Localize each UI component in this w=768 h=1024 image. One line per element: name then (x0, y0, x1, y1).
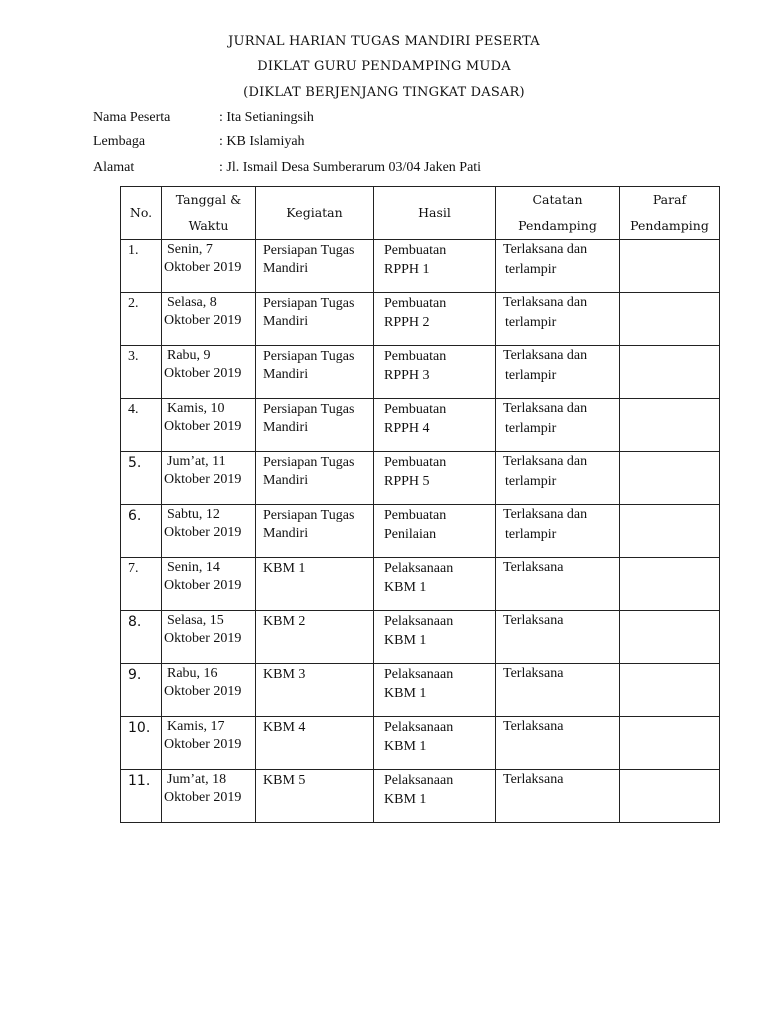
cell-catatan-line1: Terlaksana (503, 560, 564, 575)
cell-kegiatan-line2: Mandiri (263, 420, 309, 435)
cell-hasil (374, 346, 496, 399)
cell-kegiatan-line2: Mandiri (263, 367, 309, 382)
cell-no: 11. (121, 770, 162, 823)
cell-kegiatan (256, 452, 374, 505)
cell-tanggal-day: Kamis, 10 (167, 401, 225, 416)
cell-tanggal (162, 399, 256, 452)
header-catatan-line1: Catatan (532, 192, 583, 207)
cell-hasil-line1: Pembuatan (384, 349, 447, 364)
table-row (121, 611, 720, 664)
cell-kegiatan-line1: Persiapan Tugas (263, 349, 355, 364)
cell-tanggal-month: Oktober 2019 (164, 578, 242, 593)
table-body (121, 240, 720, 823)
cell-kegiatan-line1: KBM 4 (263, 720, 306, 735)
cell-kegiatan-line1: KBM 3 (263, 667, 306, 682)
cell-catatan-line1: Terlaksana (503, 613, 564, 628)
cell-paraf[interactable] (620, 664, 720, 717)
cell-catatan-line1: Terlaksana dan (503, 295, 588, 310)
cell-no: 8. (121, 611, 162, 664)
document-title-line-2: DIKLAT GURU PENDAMPING MUDA (257, 59, 511, 74)
table-row (121, 452, 720, 505)
cell-kegiatan (256, 717, 374, 770)
header-tanggal (162, 187, 256, 240)
cell-hasil-line1: Pelaksanaan (384, 667, 454, 682)
cell-no: 3. (121, 346, 162, 399)
cell-hasil-line2: KBM 1 (384, 686, 427, 701)
cell-kegiatan-line1: KBM 2 (263, 614, 306, 629)
cell-hasil-line1: Pelaksanaan (384, 720, 454, 735)
header-no: No. (121, 187, 162, 240)
header-kegiatan: Kegiatan (256, 187, 374, 240)
cell-catatan-line1: Terlaksana dan (503, 242, 588, 257)
cell-kegiatan (256, 558, 374, 611)
cell-kegiatan-line1: Persiapan Tugas (263, 402, 355, 417)
cell-kegiatan-line2: Mandiri (263, 473, 309, 488)
cell-hasil-line2: RPPH 5 (384, 474, 430, 489)
cell-kegiatan-line1: Persiapan Tugas (263, 508, 355, 523)
table-row (121, 558, 720, 611)
cell-tanggal (162, 717, 256, 770)
cell-hasil (374, 717, 496, 770)
cell-no: 7. (121, 558, 162, 611)
cell-catatan (496, 293, 620, 346)
cell-tanggal-day: Selasa, 15 (167, 613, 224, 628)
cell-tanggal-day: Senin, 14 (167, 560, 220, 575)
cell-kegiatan-line1: KBM 5 (263, 773, 306, 788)
cell-paraf[interactable] (620, 505, 720, 558)
cell-hasil-line2: Penilaian (384, 527, 437, 542)
cell-tanggal-day: Jum’at, 11 (167, 454, 226, 469)
cell-hasil-line1: Pembuatan (384, 455, 447, 470)
cell-tanggal (162, 293, 256, 346)
cell-tanggal (162, 611, 256, 664)
header-catatan (496, 187, 620, 240)
cell-catatan-line1: Terlaksana dan (503, 348, 588, 363)
cell-tanggal (162, 770, 256, 823)
cell-paraf[interactable] (620, 611, 720, 664)
cell-kegiatan (256, 240, 374, 293)
cell-tanggal-month: Oktober 2019 (164, 472, 242, 487)
cell-hasil-line1: Pelaksanaan (384, 561, 454, 576)
cell-catatan-line1: Terlaksana dan (503, 401, 588, 416)
header-paraf (620, 187, 720, 240)
cell-tanggal (162, 664, 256, 717)
cell-catatan (496, 452, 620, 505)
cell-catatan-line1: Terlaksana dan (503, 507, 588, 522)
table-header-row (121, 187, 720, 240)
cell-kegiatan (256, 399, 374, 452)
cell-paraf[interactable] (620, 399, 720, 452)
cell-tanggal-month: Oktober 2019 (164, 260, 242, 275)
journal-table (120, 186, 720, 823)
cell-no: 1. (121, 240, 162, 293)
document-title-line-3: (DIKLAT BERJENJANG TINGKAT DASAR) (243, 85, 525, 100)
cell-catatan-line2: terlampir (505, 368, 557, 383)
cell-paraf[interactable] (620, 770, 720, 823)
cell-hasil-line1: Pembuatan (384, 508, 447, 523)
cell-catatan-line2: terlampir (505, 474, 557, 489)
cell-kegiatan (256, 346, 374, 399)
cell-tanggal-month: Oktober 2019 (164, 631, 242, 646)
cell-tanggal-day: Sabtu, 12 (167, 507, 220, 522)
cell-tanggal-day: Selasa, 8 (167, 295, 217, 310)
header-tanggal-line1: Tanggal & (175, 192, 242, 207)
nama-label: Nama Peserta (93, 110, 171, 125)
cell-hasil-line2: RPPH 1 (384, 262, 430, 277)
info-lembaga (93, 134, 305, 150)
cell-catatan (496, 505, 620, 558)
cell-no: 5. (121, 452, 162, 505)
cell-tanggal-month: Oktober 2019 (164, 313, 242, 328)
cell-catatan (496, 717, 620, 770)
header-paraf-line2: Pendamping (630, 218, 709, 233)
cell-tanggal-month: Oktober 2019 (164, 419, 242, 434)
alamat-value: : Jl. Ismail Desa Sumberarum 03/04 Jaken Pati (219, 160, 482, 175)
cell-hasil (374, 664, 496, 717)
cell-kegiatan (256, 505, 374, 558)
cell-no: 2. (121, 293, 162, 346)
cell-kegiatan-line2: Mandiri (263, 261, 309, 276)
cell-tanggal (162, 452, 256, 505)
cell-catatan (496, 664, 620, 717)
cell-hasil-line1: Pelaksanaan (384, 773, 454, 788)
table-row (121, 346, 720, 399)
cell-hasil (374, 452, 496, 505)
cell-hasil-line2: KBM 1 (384, 739, 427, 754)
cell-hasil (374, 293, 496, 346)
cell-hasil-line2: KBM 1 (384, 633, 427, 648)
cell-hasil (374, 770, 496, 823)
cell-tanggal (162, 346, 256, 399)
cell-tanggal-month: Oktober 2019 (164, 790, 242, 805)
cell-hasil-line1: Pembuatan (384, 296, 447, 311)
cell-catatan (496, 611, 620, 664)
alamat-label: Alamat (93, 160, 135, 175)
cell-tanggal-month: Oktober 2019 (164, 525, 242, 540)
cell-catatan (496, 240, 620, 293)
cell-kegiatan-line2: Mandiri (263, 314, 309, 329)
cell-catatan (496, 346, 620, 399)
cell-no: 10. (121, 717, 162, 770)
cell-hasil (374, 399, 496, 452)
nama-value: : Ita Setianingsih (219, 110, 314, 125)
cell-no: 9. (121, 664, 162, 717)
table-row (121, 717, 720, 770)
cell-hasil (374, 505, 496, 558)
cell-tanggal-month: Oktober 2019 (164, 366, 242, 381)
cell-tanggal-day: Senin, 7 (167, 242, 213, 257)
cell-no: 6. (121, 505, 162, 558)
cell-catatan-line2: terlampir (505, 315, 557, 330)
info-alamat (93, 160, 481, 176)
cell-tanggal (162, 240, 256, 293)
cell-paraf[interactable] (620, 558, 720, 611)
cell-catatan-line1: Terlaksana (503, 772, 564, 787)
header-catatan-line2: Pendamping (518, 218, 597, 233)
cell-tanggal-day: Jum’at, 18 (167, 772, 227, 787)
cell-tanggal-day: Rabu, 16 (167, 666, 218, 681)
cell-hasil-line2: KBM 1 (384, 792, 427, 807)
cell-kegiatan-line1: Persiapan Tugas (263, 455, 355, 470)
cell-hasil (374, 240, 496, 293)
lembaga-value: : KB Islamiyah (219, 134, 305, 149)
cell-hasil (374, 611, 496, 664)
cell-kegiatan-line1: KBM 1 (263, 561, 306, 576)
cell-paraf[interactable] (620, 717, 720, 770)
cell-kegiatan (256, 611, 374, 664)
cell-catatan-line2: terlampir (505, 421, 557, 436)
cell-paraf[interactable] (620, 452, 720, 505)
cell-kegiatan (256, 664, 374, 717)
cell-hasil-line2: RPPH 3 (384, 368, 430, 383)
header-tanggal-line2: Waktu (188, 218, 229, 233)
cell-tanggal (162, 558, 256, 611)
cell-catatan-line1: Terlaksana (503, 719, 564, 734)
cell-tanggal (162, 505, 256, 558)
table-row (121, 399, 720, 452)
cell-paraf[interactable] (620, 346, 720, 399)
table-row (121, 664, 720, 717)
cell-hasil-line1: Pelaksanaan (384, 614, 454, 629)
cell-paraf[interactable] (620, 240, 720, 293)
cell-kegiatan-line2: Mandiri (263, 526, 309, 541)
cell-catatan-line1: Terlaksana dan (503, 454, 588, 469)
cell-catatan-line2: terlampir (505, 527, 557, 542)
cell-tanggal-day: Rabu, 9 (167, 348, 211, 363)
cell-hasil-line2: RPPH 2 (384, 315, 430, 330)
cell-tanggal-day: Kamis, 17 (167, 719, 225, 734)
document-title-line-1: JURNAL HARIAN TUGAS MANDIRI PESERTA (228, 34, 540, 49)
cell-kegiatan (256, 770, 374, 823)
cell-kegiatan-line1: Persiapan Tugas (263, 296, 355, 311)
cell-tanggal-month: Oktober 2019 (164, 737, 242, 752)
table-row (121, 293, 720, 346)
cell-hasil-line1: Pembuatan (384, 243, 447, 258)
info-nama-peserta (93, 110, 314, 126)
header-paraf-line1: Paraf (652, 192, 687, 207)
cell-kegiatan-line1: Persiapan Tugas (263, 243, 355, 258)
lembaga-label: Lembaga (93, 134, 146, 149)
cell-catatan (496, 770, 620, 823)
cell-hasil (374, 558, 496, 611)
cell-catatan (496, 399, 620, 452)
table-row (121, 240, 720, 293)
cell-catatan (496, 558, 620, 611)
cell-hasil-line2: KBM 1 (384, 580, 427, 595)
cell-hasil-line1: Pembuatan (384, 402, 447, 417)
cell-tanggal-month: Oktober 2019 (164, 684, 242, 699)
cell-paraf[interactable] (620, 293, 720, 346)
cell-hasil-line2: RPPH 4 (384, 421, 430, 436)
table-row (121, 505, 720, 558)
cell-kegiatan (256, 293, 374, 346)
cell-no: 4. (121, 399, 162, 452)
cell-catatan-line1: Terlaksana (503, 666, 564, 681)
table-row (121, 770, 720, 823)
cell-catatan-line2: terlampir (505, 262, 557, 277)
header-hasil: Hasil (374, 187, 496, 240)
